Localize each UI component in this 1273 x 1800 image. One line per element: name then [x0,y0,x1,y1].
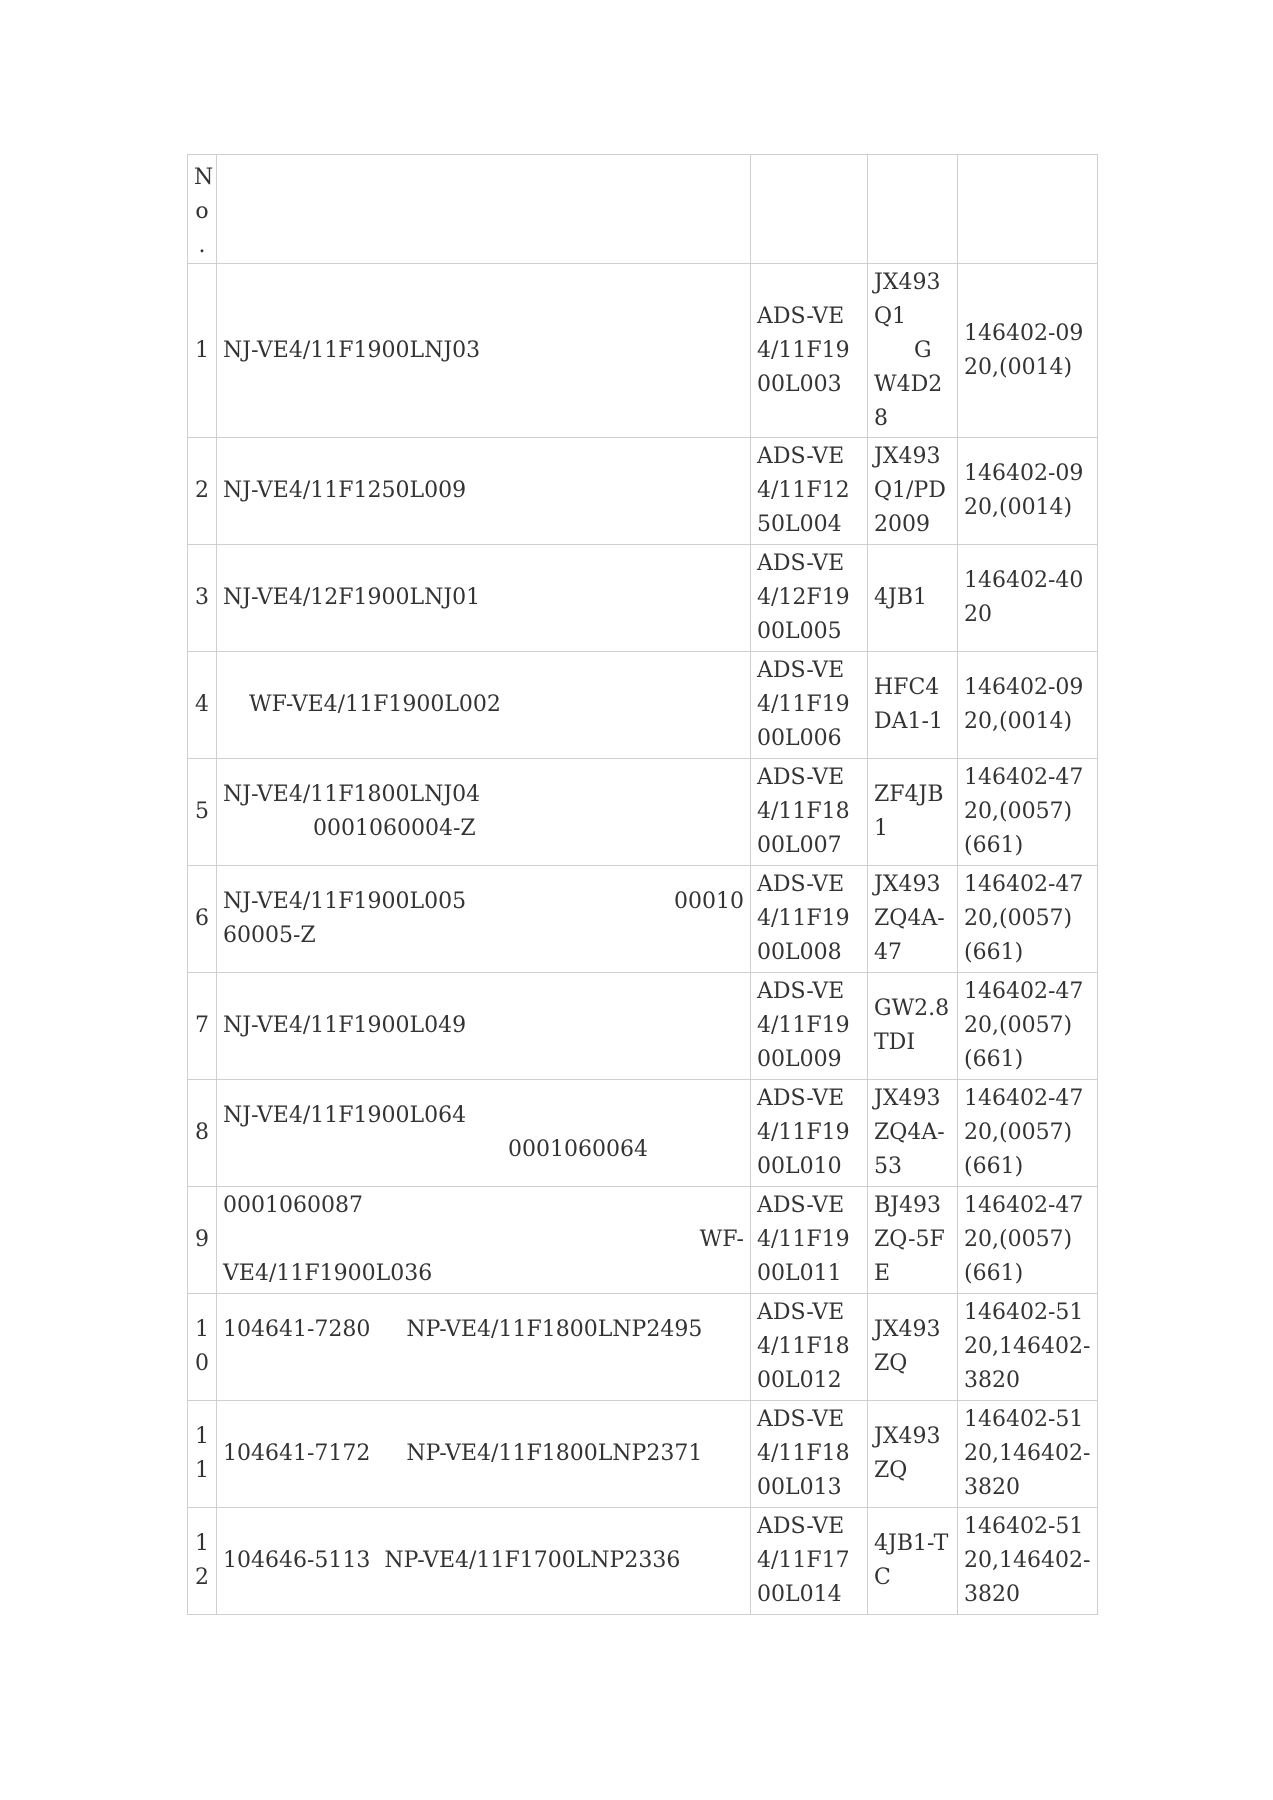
table-row [188,1508,1098,1615]
row-no: 12 [188,1508,217,1615]
row-ads: ADS-VE4/11F1800L012 [751,1294,868,1401]
row-code: 146402-5120,146402-3820 [958,1508,1098,1615]
row-engine: BJ493ZQ-5FE [868,1187,958,1294]
row-code: 146402-0920,(0014) [958,264,1098,438]
row-model: WF-VE4/11F1900L002 [249,692,501,717]
row-engine: JX493ZQ [868,1401,958,1508]
row-engine: JX493Q1/PD2009 [868,438,958,545]
table-row [188,973,1098,1080]
row-model: NJ-VE4/11F1250L009 [217,438,751,545]
table-row [188,1080,1098,1187]
row-model-b: NP-VE4/11F1800LNP2495 [406,1317,703,1342]
row-model-cell [217,1401,751,1508]
table-row [188,264,1098,438]
row-model-cell [217,1294,751,1401]
row-model-c: VE4/11F1900L036 [223,1261,433,1286]
row-model: NJ-VE4/11F1900L049 [217,973,751,1080]
row-no: 4 [188,652,217,759]
table-header-row [188,155,1098,264]
row-ads: ADS-VE4/11F1900L010 [751,1080,868,1187]
row-ads: ADS-VE4/11F1800L007 [751,759,868,866]
row-no: 2 [188,438,217,545]
row-model-b: NP-VE4/11F1800LNP2371 [406,1441,703,1466]
header-ads-cell [751,155,868,264]
row-engine: JX493ZQ [868,1294,958,1401]
row-model-cell [217,866,751,973]
row-engine: 4JB1-TC [868,1508,958,1615]
table-row [188,652,1098,759]
row-model-a: NJ-VE4/11F1900L064 [223,1103,467,1128]
row-engine: ZF4JB1 [868,759,958,866]
row-model-cell [217,1080,751,1187]
row-ads: ADS-VE4/11F1900L003 [751,264,868,438]
row-model-cell [217,759,751,866]
row-model-b: NP-VE4/11F1700LNP2336 [384,1548,681,1573]
row-ads: ADS-VE4/11F1900L009 [751,973,868,1080]
row-model-a: NJ-VE4/11F1900L005 [223,889,467,914]
row-ads: ADS-VE4/12F1900L005 [751,545,868,652]
header-code-cell [958,155,1098,264]
table-row [188,545,1098,652]
row-engine: HFC4DA1-1 [868,652,958,759]
header-no-cell [188,155,217,264]
table-row [188,1294,1098,1401]
row-model-b: 00010 [674,889,744,914]
row-model-cell [217,652,751,759]
row-code: 146402-0920,(0014) [958,438,1098,545]
row-ads: ADS-VE4/11F1250L004 [751,438,868,545]
row-model: NJ-VE4/12F1900LNJ01 [217,545,751,652]
row-code: 146402-5120,146402-3820 [958,1401,1098,1508]
row-model-a: NJ-VE4/11F1800LNJ04 [223,782,481,807]
row-model-a: 104646-5113 [223,1548,371,1573]
row-code: 146402-4720,(0057)(661) [958,759,1098,866]
row-code: 146402-0920,(0014) [958,652,1098,759]
row-code: 146402-5120,146402-3820 [958,1294,1098,1401]
row-model-cell [217,1187,751,1294]
row-no: 8 [188,1080,217,1187]
row-engine: JX493ZQ4A-53 [868,1080,958,1187]
table-row [188,759,1098,866]
row-ads: ADS-VE4/11F1900L008 [751,866,868,973]
row-model-a: 104641-7172 [223,1441,371,1466]
header-engine-cell [868,155,958,264]
header-model-cell [217,155,751,264]
row-no: 5 [188,759,217,866]
row-no: 11 [188,1401,217,1508]
header-no-label: N o . [194,165,214,258]
row-ads: ADS-VE4/11F1900L011 [751,1187,868,1294]
row-no: 9 [188,1187,217,1294]
row-code: 146402-4020 [958,545,1098,652]
table-row [188,1187,1098,1294]
row-ads: ADS-VE4/11F1700L014 [751,1508,868,1615]
row-model-cell [217,1508,751,1615]
row-engine: JX493ZQ4A-47 [868,866,958,973]
row-model-c: 60005-Z [223,923,316,948]
row-no: 6 [188,866,217,973]
row-model-b: 0001060064 [508,1137,648,1162]
table-row [188,1401,1098,1508]
row-code: 146402-4720,(0057)(661) [958,866,1098,973]
row-model-a: 104641-7280 [223,1317,371,1342]
row-code: 146402-4720,(0057)(661) [958,973,1098,1080]
row-ads: ADS-VE4/11F1800L013 [751,1401,868,1508]
row-code: 146402-4720,(0057)(661) [958,1187,1098,1294]
row-ads: ADS-VE4/11F1900L006 [751,652,868,759]
row-model: NJ-VE4/11F1900LNJ03 [217,264,751,438]
row-engine [868,264,958,438]
row-no: 7 [188,973,217,1080]
parts-table [187,154,1098,1615]
row-engine-b: GW4D28 [874,337,943,431]
row-no: 10 [188,1294,217,1401]
row-model-a: 0001060087 [223,1193,363,1218]
row-code: 146402-4720,(0057)(661) [958,1080,1098,1187]
row-model-b: 0001060004-Z [313,816,476,841]
row-engine-a: JX493Q1 [874,269,941,329]
row-engine: 4JB1 [868,545,958,652]
row-no: 1 [188,264,217,438]
table-row [188,866,1098,973]
row-model-b: WF- [699,1227,744,1252]
row-no: 3 [188,545,217,652]
row-engine: GW2.8TDI [868,973,958,1080]
table-row [188,438,1098,545]
